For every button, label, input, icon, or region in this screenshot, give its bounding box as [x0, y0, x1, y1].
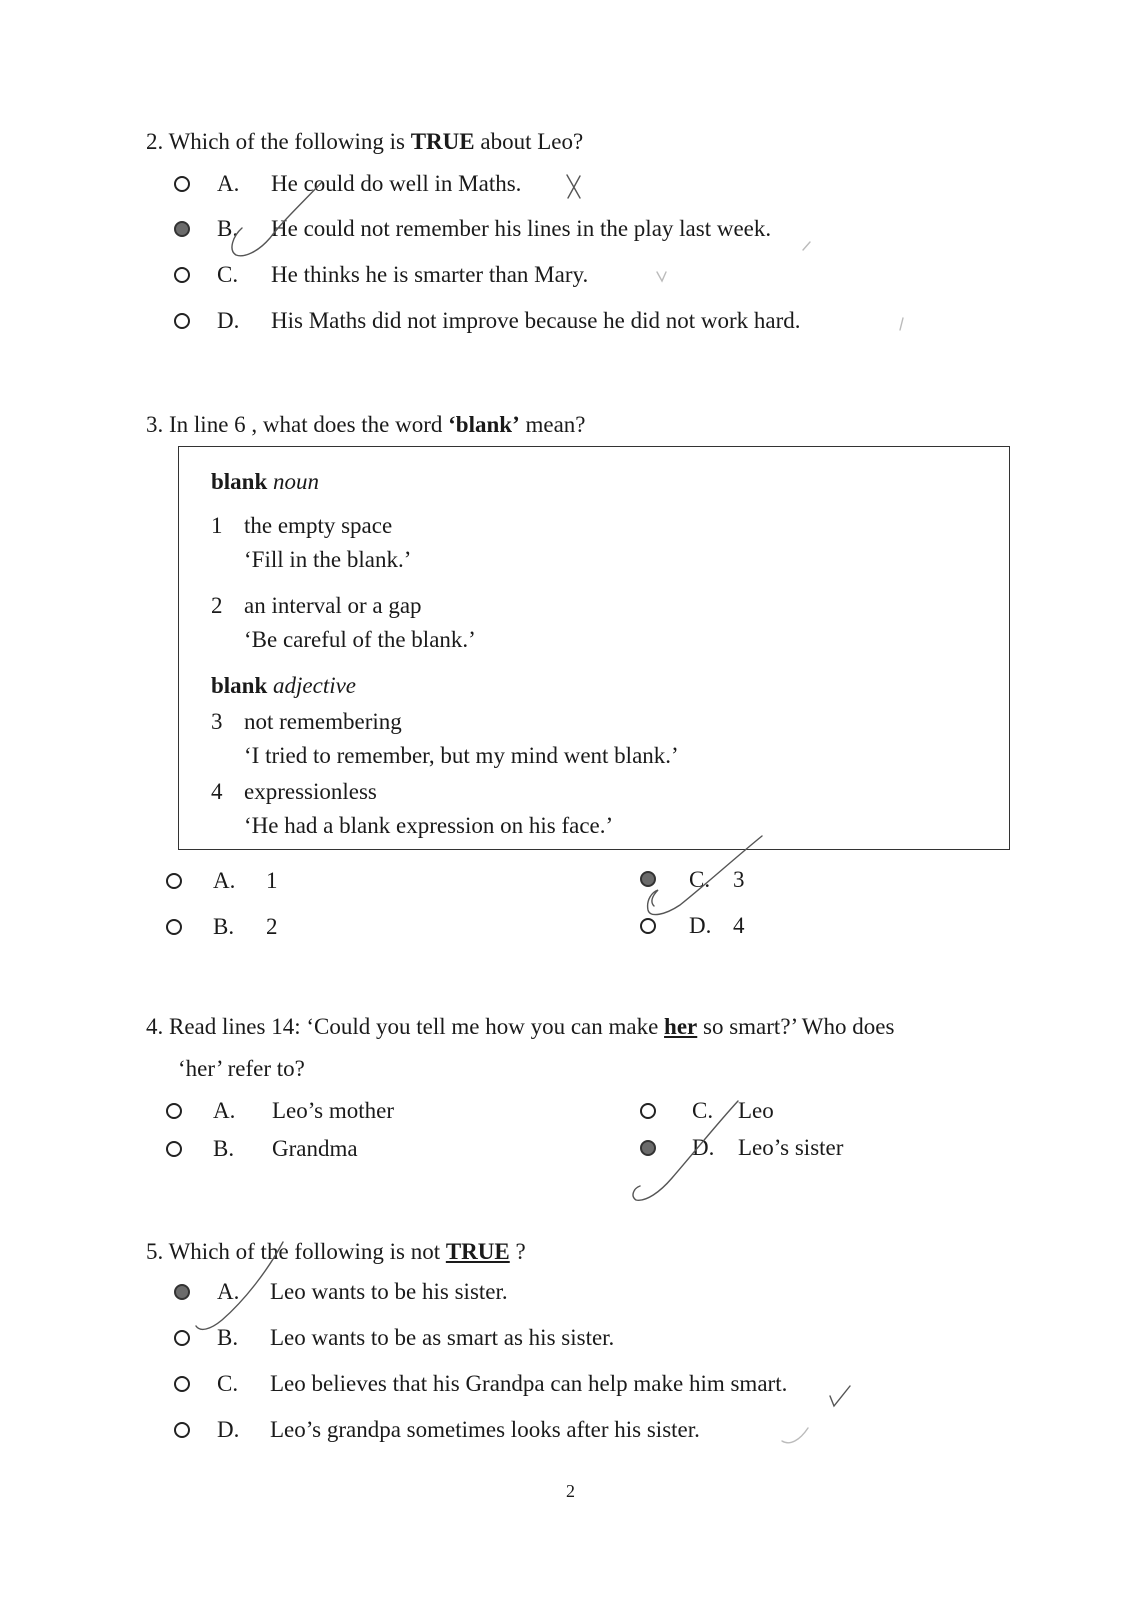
q5-option-d-text: Leo’s grandpa sometimes looks after his sister. — [270, 1417, 700, 1442]
q4-option-d-bubble[interactable] — [640, 1140, 656, 1156]
stem-emphasis: her — [664, 1014, 698, 1039]
q4-option-b-text: Grandma — [272, 1136, 358, 1161]
q5-option-c-bubble[interactable] — [174, 1376, 190, 1392]
q2-option-a-text: He could do well in Maths. — [271, 171, 522, 196]
question-number: 4. — [146, 1014, 164, 1039]
pencil-tick-q2b — [803, 242, 810, 250]
q5-option-b-letter: B. — [217, 1325, 239, 1350]
question-4-stem-line2: ‘her’ refer to? — [178, 1056, 305, 1081]
sense-definition: not remembering — [244, 709, 402, 734]
q4-option-b-letter: B. — [213, 1136, 235, 1161]
q5-option-c-letter: C. — [217, 1371, 239, 1396]
q2-option-d-bubble[interactable] — [174, 313, 190, 329]
part-of-speech: adjective — [273, 673, 357, 698]
q2-option-a-letter: A. — [217, 171, 240, 196]
pencil-tick-q5c — [830, 1386, 850, 1406]
q2-option-b-text: He could not remember his lines in the play last week. — [271, 216, 772, 241]
q2-option-b-letter: B. — [217, 216, 239, 241]
q4-option-a-text: Leo’s mother — [272, 1098, 394, 1123]
q2-option-d-text: His Maths did not improve because he did not work hard. — [271, 308, 801, 333]
q4-option-a-letter: A. — [213, 1098, 236, 1123]
q3-option-a-letter: A. — [213, 868, 236, 893]
sense-example: ‘He had a blank expression on his face.’ — [244, 813, 614, 838]
stem-emphasis: ‘blank’ — [448, 412, 520, 437]
stem-text: so smart?’ Who does — [697, 1014, 895, 1039]
sense-number: 4 — [211, 779, 223, 804]
stem-emphasis: TRUE — [445, 1239, 510, 1264]
q3-option-b-letter: B. — [213, 914, 235, 939]
sense-number: 3 — [211, 709, 223, 734]
stem-emphasis: TRUE — [410, 129, 475, 154]
sense-number: 1 — [211, 513, 223, 538]
q3-option-b-text: 2 — [266, 914, 278, 939]
q3-option-d-bubble[interactable] — [640, 918, 656, 934]
q3-option-a-bubble[interactable] — [166, 873, 182, 889]
q3-option-d-letter: D. — [689, 913, 712, 938]
page-number: 2 — [566, 1481, 575, 1501]
headword: blank — [211, 469, 268, 494]
question-2-stem — [146, 128, 583, 156]
q4-option-c-bubble[interactable] — [640, 1103, 656, 1119]
q4-option-d-letter: D. — [692, 1135, 715, 1160]
q5-option-a-text: Leo wants to be his sister. — [270, 1279, 508, 1304]
q2-option-b-bubble[interactable] — [174, 221, 190, 237]
sense-definition: an interval or a gap — [244, 593, 422, 618]
question-number: 5. — [146, 1239, 164, 1264]
sense-example: ‘Be careful of the blank.’ — [244, 627, 476, 652]
dictionary-headword-noun — [211, 468, 319, 496]
question-number: 2. — [146, 129, 164, 154]
stem-text: ? — [509, 1239, 526, 1264]
stem-text: Which of the following is — [168, 129, 411, 154]
q2-option-d-letter: D. — [217, 308, 240, 333]
sense-definition: the empty space — [244, 513, 393, 538]
pencil-tick-q2c — [657, 272, 666, 281]
q2-option-c-bubble[interactable] — [174, 267, 190, 283]
q2-option-c-letter: C. — [217, 262, 239, 287]
stem-text: Read lines 14: ‘Could you tell me how you can make — [169, 1014, 665, 1039]
stem-text: In line 6 , what does the word — [169, 412, 449, 437]
q4-option-c-letter: C. — [692, 1098, 714, 1123]
q3-option-c-text: 3 — [733, 867, 745, 892]
q3-option-c-bubble[interactable] — [640, 871, 656, 887]
sense-example: ‘Fill in the blank.’ — [244, 547, 412, 572]
sense-definition: expressionless — [244, 779, 377, 804]
q2-option-a-bubble[interactable] — [174, 176, 190, 192]
q5-option-c-text: Leo believes that his Grandpa can help make him smart. — [270, 1371, 788, 1396]
q5-option-d-letter: D. — [217, 1417, 240, 1442]
q4-option-b-bubble[interactable] — [166, 1141, 182, 1157]
pencil-tick-q5d — [782, 1428, 808, 1443]
pencil-tick-q2d — [900, 318, 903, 330]
part-of-speech: noun — [273, 469, 320, 494]
dictionary-headword-adjective — [211, 672, 356, 700]
question-4-stem — [146, 1013, 894, 1041]
headword: blank — [211, 673, 268, 698]
q5-option-a-letter: A. — [217, 1279, 240, 1304]
stem-text: mean? — [519, 412, 586, 437]
question-5-stem — [146, 1238, 526, 1266]
q5-option-b-bubble[interactable] — [174, 1330, 190, 1346]
q2-option-c-text: He thinks he is smarter than Mary. — [271, 262, 589, 287]
q5-option-d-bubble[interactable] — [174, 1422, 190, 1438]
q5-option-b-text: Leo wants to be as smart as his sister. — [270, 1325, 615, 1350]
q4-option-d-text: Leo’s sister — [738, 1135, 844, 1160]
question-3-stem — [146, 411, 586, 439]
q3-option-a-text: 1 — [266, 868, 278, 893]
stem-text: Which of the following is not — [168, 1239, 446, 1264]
q3-option-b-bubble[interactable] — [166, 919, 182, 935]
sense-example: ‘I tried to remember, but my mind went blank.’ — [244, 743, 679, 768]
q4-option-a-bubble[interactable] — [166, 1103, 182, 1119]
sense-number: 2 — [211, 593, 223, 618]
question-number: 3. — [146, 412, 164, 437]
q3-option-c-letter: C. — [689, 867, 711, 892]
stem-text: about Leo? — [474, 129, 584, 154]
pencil-cross-q2a — [567, 175, 580, 198]
q5-option-a-bubble[interactable] — [174, 1284, 190, 1300]
q3-option-d-text: 4 — [733, 913, 745, 938]
q4-option-c-text: Leo — [738, 1098, 774, 1123]
